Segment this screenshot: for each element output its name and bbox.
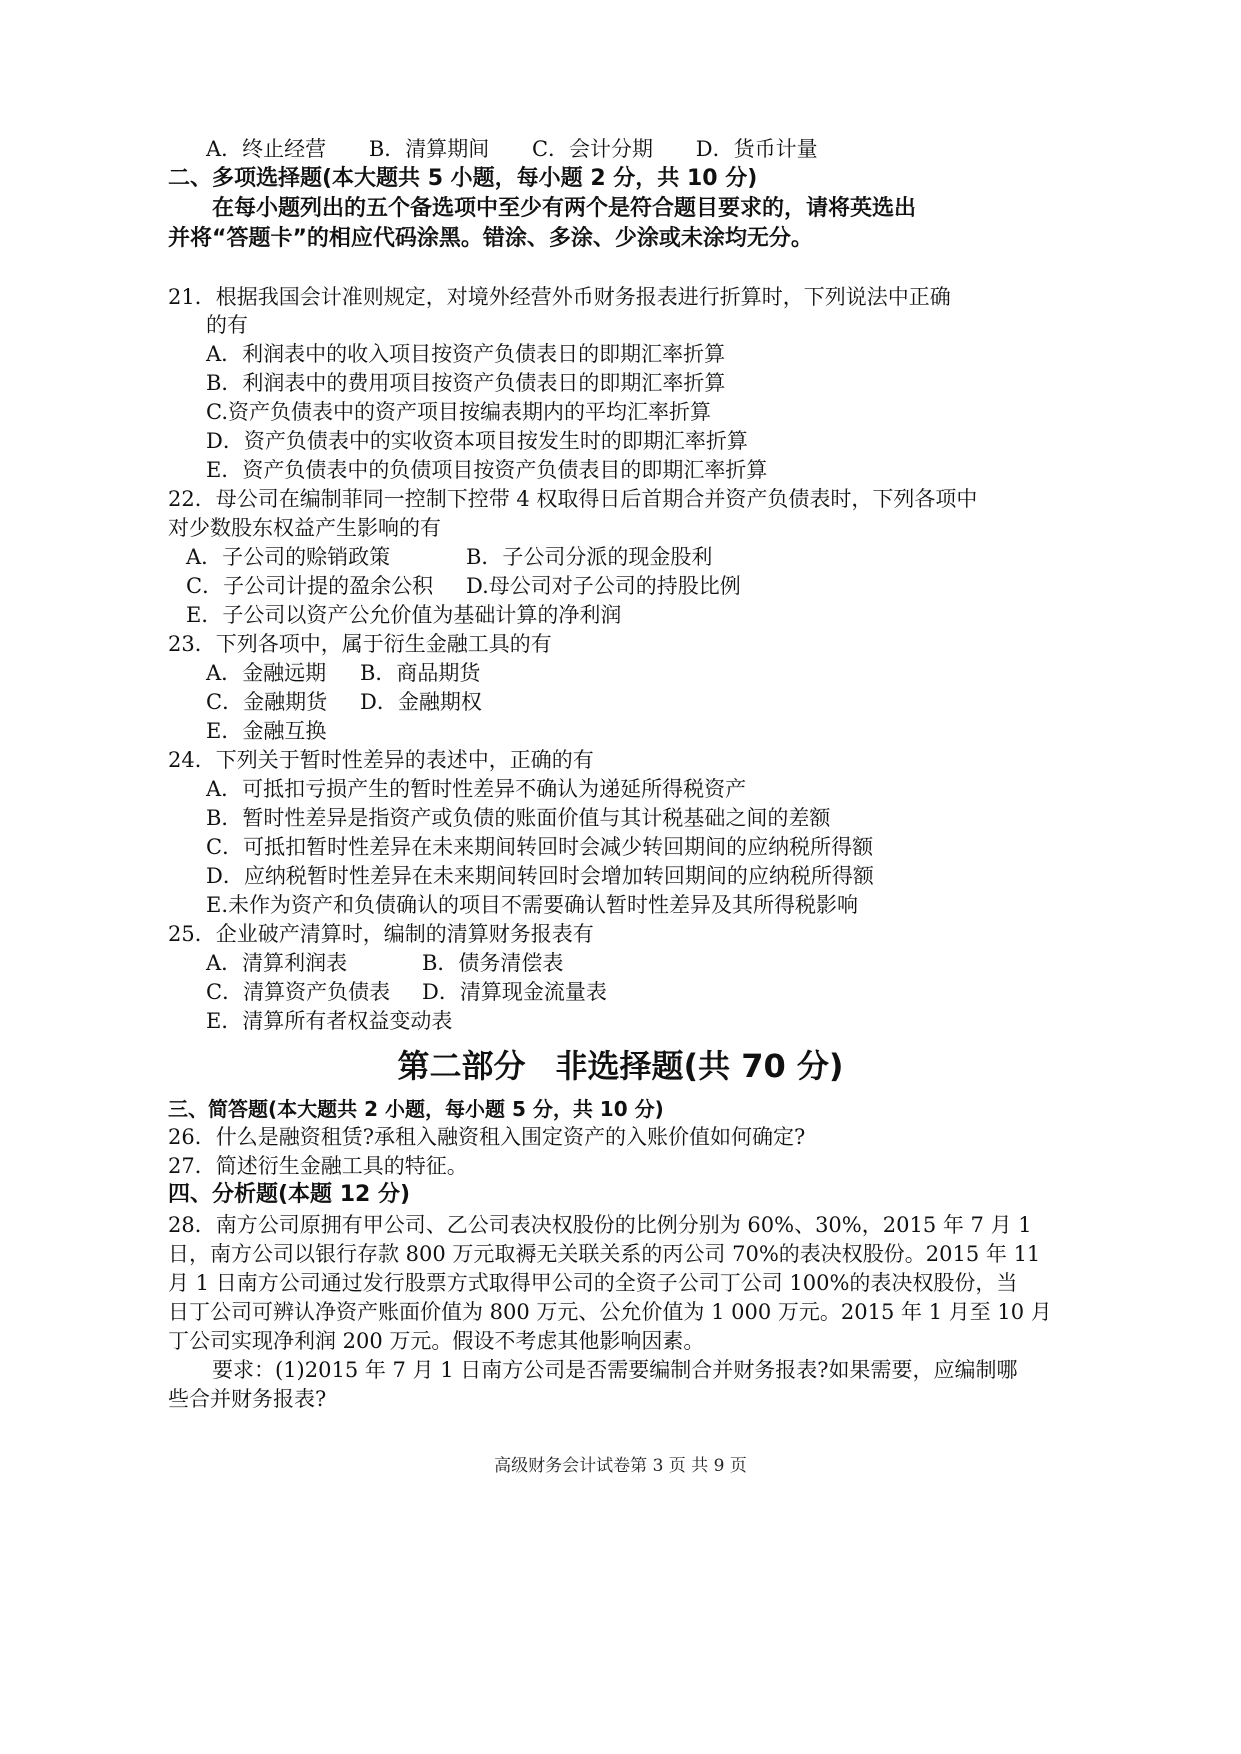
- section-instruction: 在每小题列出的五个备选项中至少有两个是符合题目要求的，请将英选出: [212, 196, 917, 221]
- option: B．清算期间: [368, 137, 490, 161]
- option: D．应纳税暂时性差异在未来期间转回时会增加转回期间的应纳税所得额: [206, 864, 874, 888]
- section-title: 二、多项选择题(本大题共 5 小题，每小题 2 分，共 10 分): [168, 166, 758, 191]
- question-stem: 27．简述衍生金融工具的特征。: [168, 1154, 468, 1178]
- option: E.未作为资产和负债确认的项目不需要确认暂时性差异及其所得税影响: [206, 893, 859, 917]
- option: D．货币计量: [695, 137, 818, 161]
- section-title: 三、简答题(本大题共 2 小题，每小题 5 分，共 10 分): [168, 1097, 664, 1121]
- paragraph-line: 月 1 日南方公司通过发行股票方式取得甲公司的全资子公司丁公司 100%的表决权股份，当: [168, 1271, 1018, 1295]
- option: A．可抵扣亏损产生的暂时性差异不确认为递延所得税资产: [206, 777, 747, 801]
- option: A．清算利润表: [206, 951, 348, 975]
- question-stem: 24．下列关于暂时性差异的表述中，正确的有: [168, 748, 594, 772]
- option: B．暂时性差异是指资产或负债的账面价值与其计税基础之间的差额: [206, 806, 831, 830]
- option: C．清算资产负债表: [206, 980, 391, 1004]
- part-title: [0, 1044, 1241, 1088]
- option: E．资产负债表中的负债项目按资产负债表目的即期汇率折算: [206, 458, 768, 482]
- option: D．资产负债表中的实收资本项目按发生时的即期汇率折算: [206, 429, 748, 453]
- question-stem: 21．根据我国会计准则规定，对境外经营外币财务报表进行折算时，下列说法中正确: [168, 285, 951, 309]
- question-stem: 对少数股东权益产生影响的有: [168, 516, 441, 540]
- paragraph-line: 丁公司实现净利润 200 万元。假设不考虑其他影响因素。: [168, 1329, 705, 1353]
- option: C．会计分期: [531, 137, 654, 161]
- section-instruction: 并将“答题卡”的相应代码涂黑。错涂、多涂、少涂或未涂均无分。: [168, 226, 813, 251]
- question-stem: 26．什么是融资租赁?承租入融资租入围定资产的入账价值如何确定?: [168, 1125, 806, 1149]
- question-stem: 的有: [206, 313, 248, 337]
- question-stem: 25．企业破产清算时，编制的清算财务报表有: [168, 922, 594, 946]
- option: B．利润表中的费用项目按资产负债表日的即期汇率折算: [206, 371, 726, 395]
- paragraph-line: 日丁公司可辨认净资产账面价值为 800 万元、公允价值为 1 000 万元。2015 年 1 月至 10 月: [168, 1300, 1052, 1324]
- option: D.母公司对子公司的持股比例: [466, 574, 741, 598]
- option: E．清算所有者权益变动表: [206, 1009, 453, 1033]
- q20-options-row: [206, 134, 854, 164]
- option: D．金融期权: [360, 690, 482, 714]
- option: A．金融远期: [206, 661, 327, 685]
- question-stem: 22．母公司在编制菲同一控制下控带 4 权取得日后首期合并资产负债表时，下列各项中: [168, 487, 978, 511]
- question-stem: 23．下列各项中，属于衍生金融工具的有: [168, 632, 552, 656]
- option: A．利润表中的收入项目按资产负债表日的即期汇率折算: [206, 342, 726, 366]
- option: B．商品期货: [360, 661, 481, 685]
- option: A．终止经营: [206, 137, 327, 161]
- option: C.资产负债表中的资产项目按编表期内的平均汇率折算: [206, 400, 711, 424]
- option: B．子公司分派的现金股利: [466, 545, 713, 569]
- option: A．子公司的赊销政策: [186, 545, 391, 569]
- requirement-line: 要求：(1)2015 年 7 月 1 日南方公司是否需要编制合并财务报表?如果需要，应编制哪: [212, 1358, 1018, 1382]
- option: E．子公司以资产公允价值为基础计算的净利润: [186, 603, 622, 627]
- option: B．债务清偿表: [422, 951, 564, 975]
- option: C．金融期货: [206, 690, 328, 714]
- option: C．可抵扣暂时性差异在未来期间转回时会减少转回期间的应纳税所得额: [206, 835, 874, 859]
- section-title: 四、分析题(本题 12 分): [168, 1182, 411, 1207]
- paragraph-line: 日，南方公司以银行存款 800 万元取褥无关联关系的丙公司 70%的表决权股份。2015 年 11: [168, 1242, 1041, 1266]
- option: D．清算现金流量表: [422, 980, 607, 1004]
- requirement-line: 些合并财务报表?: [168, 1387, 327, 1411]
- page-footer: 高级财务会计试卷第 3 页 共 9 页: [494, 1456, 747, 1476]
- option: C．子公司计提的盈余公积: [186, 574, 434, 598]
- option: E．金融互换: [206, 719, 327, 743]
- paragraph-line: 28．南方公司原拥有甲公司、乙公司表决权股份的比例分别为 60%、30%，2015 年 7 月 1: [168, 1213, 1032, 1237]
- part-title-b: 非选择题(共 70 分): [555, 1047, 844, 1085]
- part-title-a: 第二部分: [397, 1047, 526, 1085]
